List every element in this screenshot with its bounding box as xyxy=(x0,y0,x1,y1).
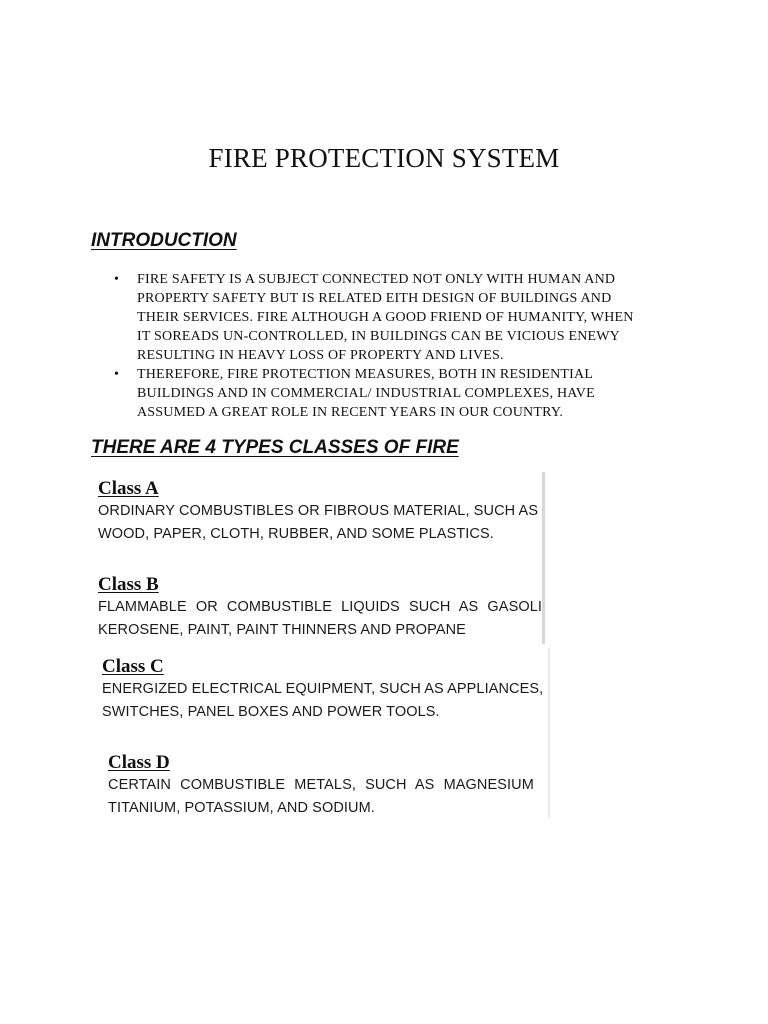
bullet-icon: • xyxy=(114,272,120,287)
fire-classes-image-cd xyxy=(94,648,550,818)
list-item-line: PROPERTY SAFETY BUT IS RELATED EITH DESIGN OF BUILDINGS AND xyxy=(137,291,612,306)
class-b-line: FLAMMABLE OR COMBUSTIBLE LIQUIDS SUCH AS GASOLI xyxy=(98,599,543,615)
document-title: FIRE PROTECTION SYSTEM xyxy=(208,143,560,173)
class-a-title: Class A xyxy=(98,478,159,499)
list-item-line: BUILDINGS AND IN COMMERCIAL/ INDUSTRIAL COMPLEXES, HAVE xyxy=(137,386,595,401)
list-item-line: RESULTING IN HEAVY LOSS OF PROPERTY AND LIVES. xyxy=(137,348,504,363)
class-c-title: Class C xyxy=(102,656,164,677)
class-d-title: Class D xyxy=(108,752,170,773)
class-d-line: CERTAIN COMBUSTIBLE METALS, SUCH AS MAGNESIUM xyxy=(108,777,534,793)
class-c-line: ENERGIZED ELECTRICAL EQUIPMENT, SUCH AS APPLIANCES, xyxy=(102,681,544,697)
list-item-line: ASSUMED A GREAT ROLE IN RECENT YEARS IN OUR COUNTRY. xyxy=(137,405,564,420)
list-item-line: IT SOREADS UN-CONTROLLED, IN BUILDINGS CAN BE VICIOUS ENEWY xyxy=(137,329,620,344)
class-a-line: ORDINARY COMBUSTIBLES OR FIBROUS MATERIAL, SUCH AS xyxy=(98,503,539,519)
list-item xyxy=(112,365,672,422)
fire-classes-image-ab xyxy=(90,472,545,644)
class-b-block xyxy=(98,574,542,642)
fire-classes-heading: THERE ARE 4 TYPES CLASSES OF FIRE xyxy=(91,437,459,458)
class-c-line: SWITCHES, PANEL BOXES AND POWER TOOLS. xyxy=(102,704,440,720)
list-item xyxy=(112,270,672,365)
class-a-block xyxy=(98,478,538,546)
class-b-title: Class B xyxy=(98,574,159,595)
class-b-line: KEROSENE, PAINT, PAINT THINNERS AND PROPANE xyxy=(98,622,466,638)
class-c-block xyxy=(102,656,543,724)
list-item-line: THEIR SERVICES. FIRE ALTHOUGH A GOOD FRIEND OF HUMANITY, WHEN xyxy=(137,310,634,325)
bullet-icon: • xyxy=(114,367,120,382)
list-item-line: THEREFORE, FIRE PROTECTION MEASURES, BOTH IN RESIDENTIAL xyxy=(137,367,594,382)
class-d-block xyxy=(108,752,534,818)
class-a-line: WOOD, PAPER, CLOTH, RUBBER, AND SOME PLASTICS. xyxy=(98,526,494,542)
list-item-line: FIRE SAFETY IS A SUBJECT CONNECTED NOT ONLY WITH HUMAN AND xyxy=(137,272,616,287)
introduction-list xyxy=(112,270,672,422)
class-d-line: TITANIUM, POTASSIUM, AND SODIUM. xyxy=(108,800,375,816)
introduction-heading: INTRODUCTION xyxy=(91,230,237,251)
